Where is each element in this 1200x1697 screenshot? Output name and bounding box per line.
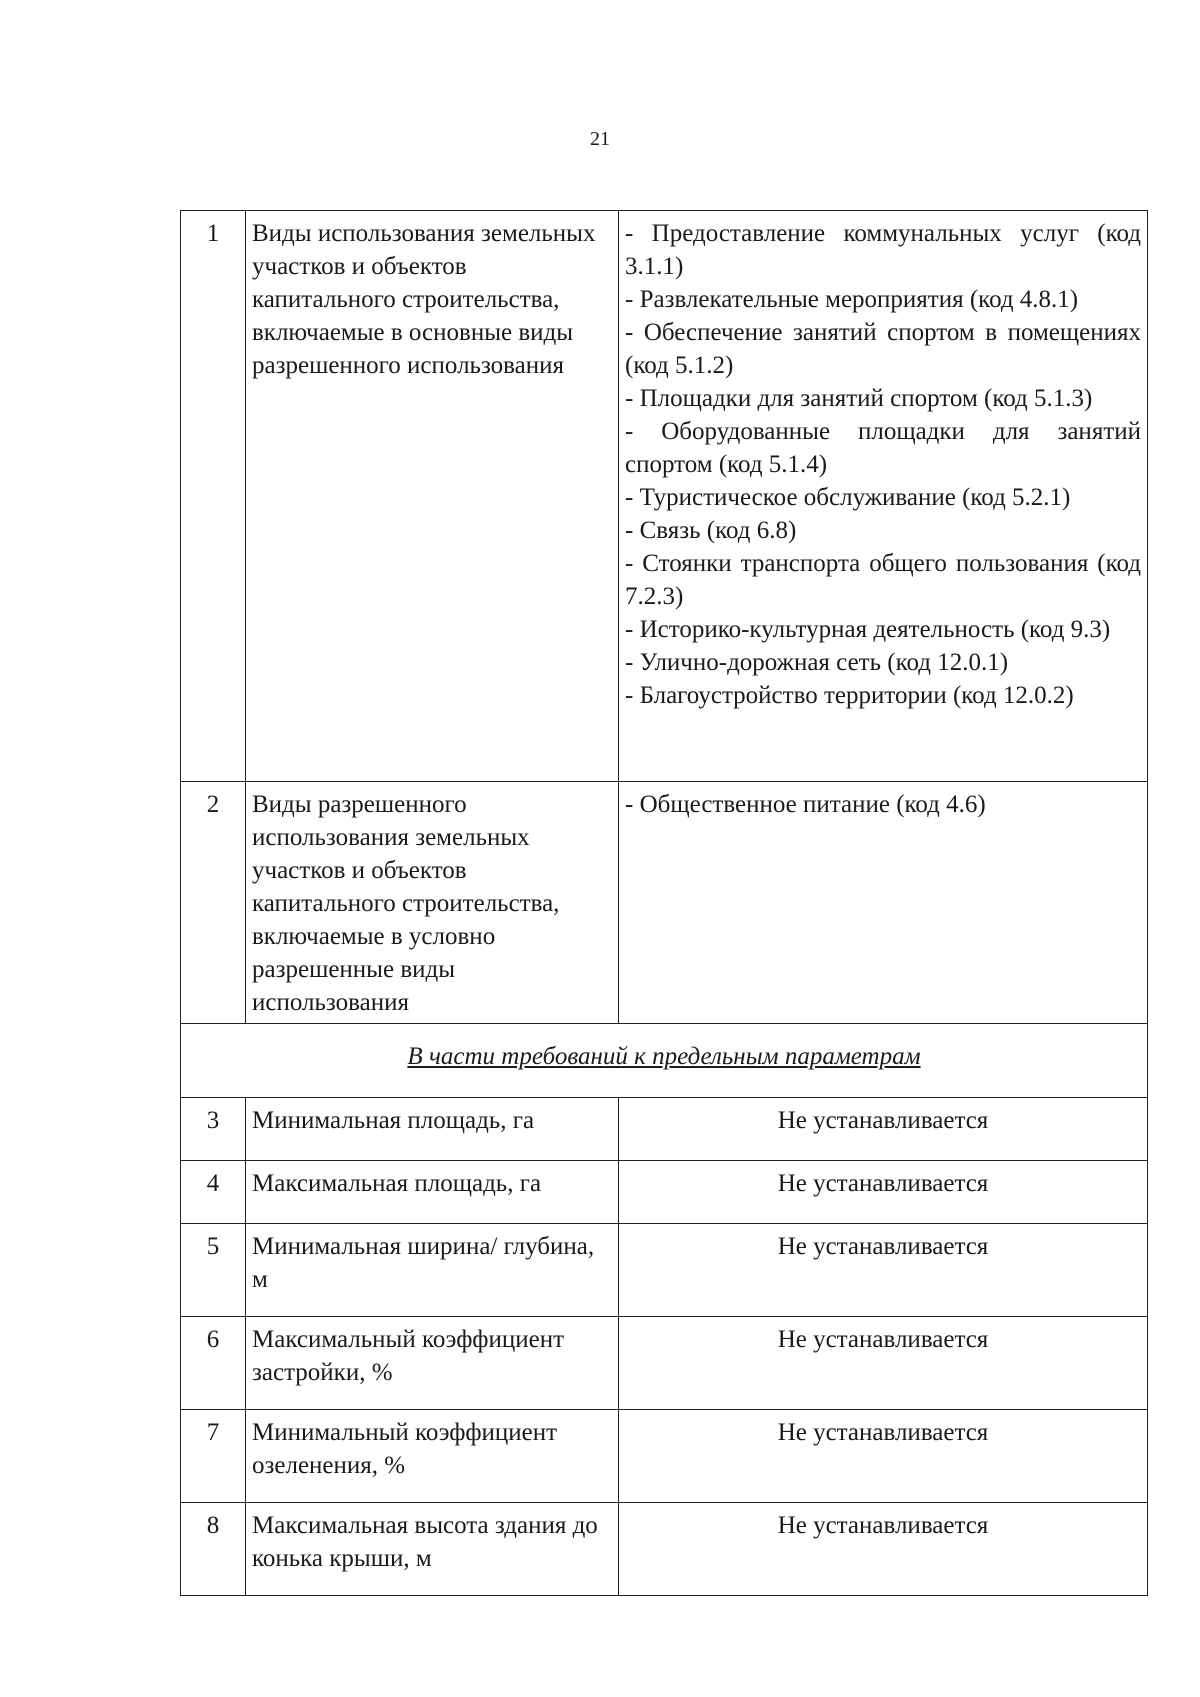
- param-value: Не устанавливается: [619, 1317, 1148, 1410]
- list-item: - Связь (код 6.8): [625, 517, 797, 544]
- row-number: 8: [181, 1503, 246, 1596]
- table-row: [181, 1503, 1148, 1596]
- list-item: - Туристическое обслуживание (код 5.2.1): [625, 484, 1071, 511]
- table-row: [181, 1224, 1148, 1317]
- row-number: 6: [181, 1317, 246, 1410]
- row-value-list: [619, 782, 1148, 1024]
- list-item: - Развлекательные мероприятия (код 4.8.1): [625, 286, 1079, 313]
- section-header-row: [181, 1024, 1148, 1098]
- list-item: - Предоставление коммунальных услуг (код 3.1.1): [625, 220, 1141, 280]
- table-row: [181, 211, 1148, 782]
- param-value: Не устанавливается: [619, 1410, 1148, 1503]
- param-value: Не устанавливается: [619, 1503, 1148, 1596]
- row-label: Виды использования земельных участков и объектов капитального строительства, включаемые в основные виды разрешенного использования: [246, 211, 619, 782]
- param-value: Не устанавливается: [619, 1161, 1148, 1224]
- param-label: Минимальная ширина/ глубина, м: [246, 1224, 619, 1317]
- row-number: 3: [181, 1098, 246, 1161]
- list-item: - Площадки для занятий спортом (код 5.1.3): [625, 385, 1093, 412]
- table-row: [181, 1410, 1148, 1503]
- list-item: - Улично-дорожная сеть (код 12.0.1): [625, 649, 1009, 676]
- page-number: 21: [590, 128, 610, 150]
- param-label: Минимальная площадь, га: [246, 1098, 619, 1161]
- section-header: В части требований к предельным параметрам: [181, 1024, 1148, 1098]
- list-item: - Общественное питание (код 4.6): [625, 791, 986, 818]
- param-value: Не устанавливается: [619, 1224, 1148, 1317]
- table-row: [181, 1161, 1148, 1224]
- list-item: - Оборудованные площадки для занятий спортом (код 5.1.4): [625, 418, 1141, 478]
- table-row: [181, 1098, 1148, 1161]
- table-row: [181, 1317, 1148, 1410]
- row-number: 2: [181, 782, 246, 1024]
- list-item: - Обеспечение занятий спортом в помещениях (код 5.1.2): [625, 319, 1141, 379]
- row-number: 7: [181, 1410, 246, 1503]
- param-label: Максимальная высота здания до конька крыши, м: [246, 1503, 619, 1596]
- param-label: Максимальная площадь, га: [246, 1161, 619, 1224]
- row-number: 4: [181, 1161, 246, 1224]
- param-label: Минимальный коэффициент озеленения, %: [246, 1410, 619, 1503]
- param-label: Максимальный коэффициент застройки, %: [246, 1317, 619, 1410]
- row-value-list: [619, 211, 1148, 782]
- table-row: [181, 782, 1148, 1024]
- row-label: Виды разрешенного использования земельных участков и объектов капитального строительства, включаемые в условно разрешенные виды использования: [246, 782, 619, 1024]
- list-item: - Благоустройство территории (код 12.0.2): [625, 682, 1074, 709]
- row-number: 5: [181, 1224, 246, 1317]
- list-item: - Историко-культурная деятельность (код 9.3): [625, 616, 1111, 643]
- row-number: 1: [181, 211, 246, 782]
- list-item: - Стоянки транспорта общего пользования (код 7.2.3): [625, 550, 1141, 610]
- param-value: Не устанавливается: [619, 1098, 1148, 1161]
- zoning-table: [180, 210, 1148, 1596]
